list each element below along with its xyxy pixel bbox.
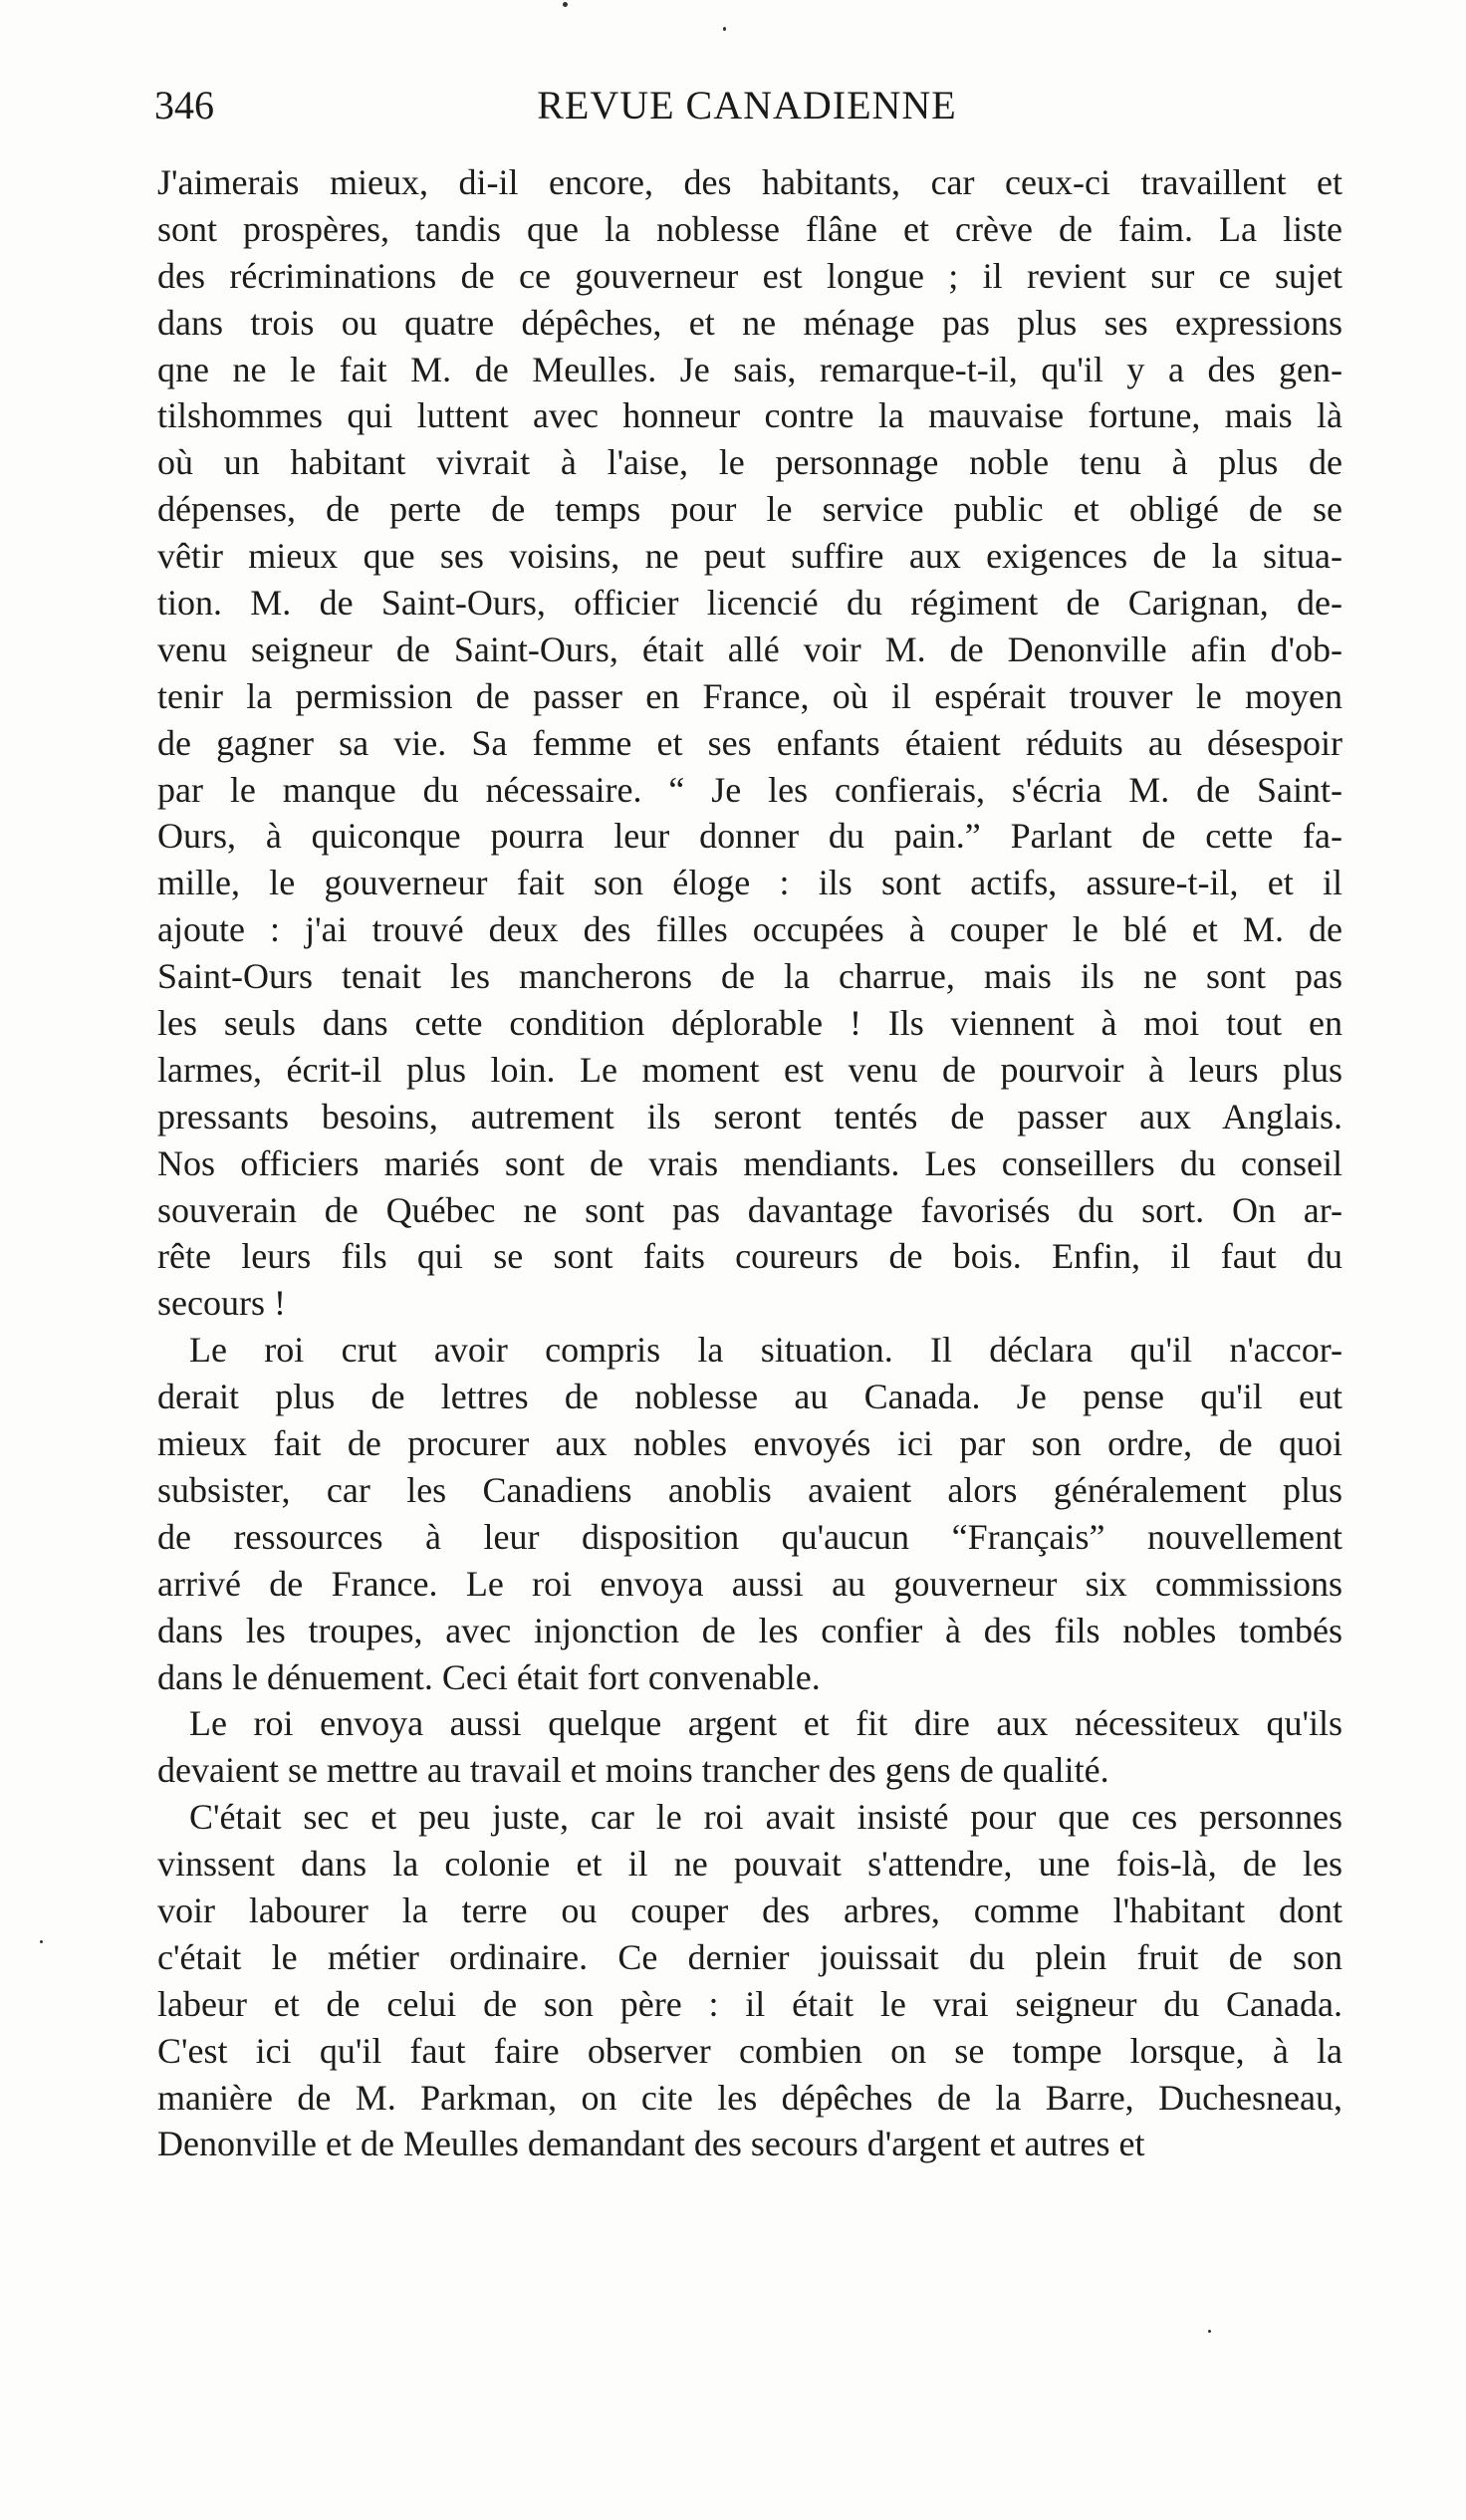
text-line: devaient se mettre au travail et moins trancher des gens de qualité. — [157, 1750, 1109, 1791]
paragraph — [157, 1327, 1343, 1700]
text-line: secours ! — [157, 1283, 286, 1324]
paragraph — [157, 1794, 1343, 2167]
text-line: sont prospères, tandis que la noblesse flâne et crève de faim. La liste — [157, 208, 1343, 249]
scan-speck — [563, 2, 568, 7]
text-line: dans trois ou quatre dépêches, et ne ménage pas plus ses expressions — [157, 302, 1343, 343]
text-line: des récriminations de ce gouverneur est longue ; il revient sur ce sujet — [157, 255, 1343, 296]
text-line: tilshommes qui luttent avec honneur contre la mauvaise fortune, mais là — [157, 395, 1343, 436]
text-line: C'était sec et peu juste, car le roi avait insisté pour que ces personnes — [189, 1797, 1343, 1838]
text-line: arrivé de France. Le roi envoya aussi au gouverneur six commissions — [157, 1563, 1343, 1604]
text-line: Saint-Ours tenait les mancherons de la charrue, mais ils ne sont pas — [157, 956, 1343, 997]
text-line: dans les troupes, avec injonction de les confier à des fils nobles tombés — [157, 1610, 1343, 1650]
text-line: tenir la permission de passer en France, où il espérait trouver le moyen — [157, 675, 1343, 716]
text-line: venu seigneur de Saint-Ours, était allé voir M. de Denonville afin d'ob- — [157, 629, 1343, 669]
text-line: rête leurs fils qui se sont faits coureurs de bois. Enfin, il faut du — [157, 1236, 1343, 1277]
paragraph — [157, 159, 1343, 1327]
text-line: manière de M. Parkman, on cite les dépêches de la Barre, Duchesneau, — [157, 2077, 1343, 2118]
page-header — [154, 82, 1340, 141]
scan-speck — [40, 1940, 43, 1943]
text-line: par le manque du nécessaire. “ Je les confierais, s'écria M. de Saint- — [157, 769, 1343, 810]
text-line: Le roi envoya aussi quelque argent et fit dire aux nécessiteux qu'ils — [189, 1703, 1343, 1744]
text-line: dépenses, de perte de temps pour le service public et obligé de se — [157, 489, 1343, 530]
text-line: larmes, écrit-il plus loin. Le moment est venu de pourvoir à leurs plus — [157, 1049, 1343, 1090]
text-line: qne ne le fait M. de Meulles. Je sais, remarque-t-il, qu'il y a des gen- — [157, 349, 1343, 389]
text-line: voir labourer la terre ou couper des arbres, comme l'habitant dont — [157, 1890, 1343, 1930]
text-line: Nos officiers mariés sont de vrais mendiants. Les conseillers du conseil — [157, 1142, 1343, 1183]
text-line: pressants besoins, autrement ils seront tentés de passer aux Anglais. — [157, 1096, 1343, 1136]
text-line: derait plus de lettres de noblesse au Canada. Je pense qu'il eut — [157, 1377, 1343, 1417]
text-line: Ours, à quiconque pourra leur donner du pain.” Parlant de cette fa- — [157, 816, 1343, 857]
text-line: vêtir mieux que ses voisins, ne peut suffire aux exigences de la situa- — [157, 536, 1343, 577]
running-title: REVUE CANADIENNE — [537, 83, 957, 127]
text-line: c'était le métier ordinaire. Ce dernier jouissait du plein fruit de son — [157, 1936, 1343, 1977]
text-line: mieux fait de procurer aux nobles envoyés ici par son ordre, de quoi — [157, 1423, 1343, 1464]
text-line: Denonville et de Meulles demandant des secours d'argent et autres et — [157, 2124, 1145, 2164]
text-line: où un habitant vivrait à l'aise, le personnage noble tenu à plus de — [157, 442, 1343, 483]
text-line: vinssent dans la colonie et il ne pouvait s'attendre, une fois-là, de les — [157, 1844, 1343, 1885]
scan-speck — [723, 27, 726, 31]
text-line: Le roi crut avoir compris la situation. Il déclara qu'il n'accor- — [189, 1330, 1343, 1371]
text-line: de gagner sa vie. Sa femme et ses enfants étaient réduits au désespoir — [157, 722, 1343, 763]
text-line: subsister, car les Canadiens anoblis avaient alors généralement plus — [157, 1469, 1343, 1510]
text-line: C'est ici qu'il faut faire observer combien on se tompe lorsque, à la — [157, 2030, 1343, 2071]
paragraph — [157, 1700, 1343, 1794]
text-line: tion. M. de Saint-Ours, officier licencié du régiment de Carignan, de- — [157, 583, 1343, 624]
text-line: mille, le gouverneur fait son éloge : ils sont actifs, assure-t-il, et il — [157, 863, 1343, 903]
text-line: de ressources à leur disposition qu'aucun “Français” nouvellement — [157, 1516, 1343, 1557]
text-line: souverain de Québec ne sont pas davantage favorisés du sort. On ar- — [157, 1189, 1343, 1230]
text-line: labeur et de celui de son père : il était le vrai seigneur du Canada. — [157, 1983, 1343, 2024]
scan-speck — [1208, 2330, 1211, 2333]
text-line: ajoute : j'ai trouvé deux des filles occupées à couper le blé et M. de — [157, 909, 1343, 950]
text-line: J'aimerais mieux, di-il encore, des habitants, car ceux-ci travaillent et — [157, 162, 1343, 202]
text-line: dans le dénuement. Ceci était fort convenable. — [157, 1656, 821, 1697]
body-text — [157, 159, 1343, 2167]
text-line: les seuls dans cette condition déplorable ! Ils viennent à moi tout en — [157, 1003, 1343, 1044]
page-number: 346 — [154, 83, 214, 127]
